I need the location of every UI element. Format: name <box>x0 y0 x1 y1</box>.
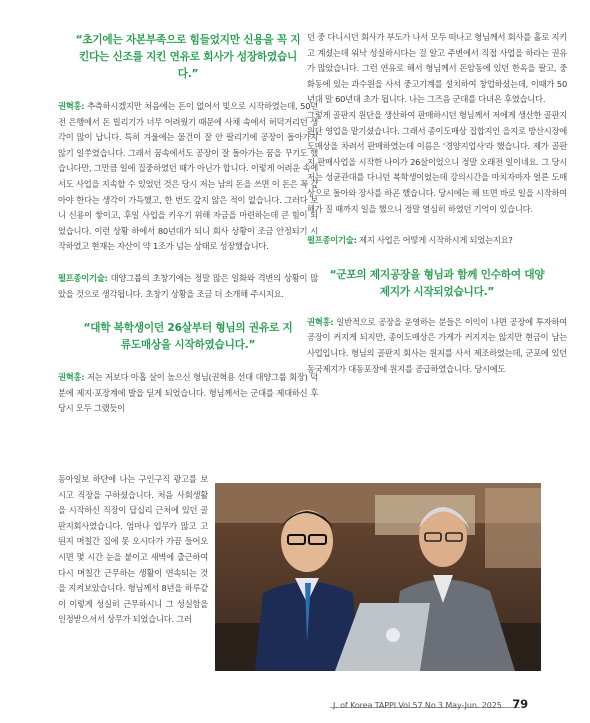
speaker-label: 펄프종이기술: <box>58 272 108 283</box>
pull-quote-1: “초기에는 자본부족으로 힘들었지만 신용을 꼭 지킨다는 신조를 지킨 연유로 회사가 성장하였습니다.” <box>75 34 301 80</box>
pull-quote-2: “대학 복학생이던 26살부터 형님의 권유로 지류도매상을 시작하였습니다.” <box>83 322 293 352</box>
photo-illustration <box>215 483 541 671</box>
speaker-label: 권혁홍: <box>307 316 334 327</box>
paragraph-6: 그렇게 골판지 원단을 생산하여 판매하시던 형님께서 저에게 생산한 골판지 원단 영업을 맡기셨습니다. 그래서 종이도매상 집합지인 을지로 방산시장에 도매상을 차려서 판매하였는데 이름은 '경양지업사'라 했습니다. 제가 골판지 판매사업을 시작한 나이가 26살이었으니 정말 오래전 일이네요. 그 당시 저는 성균관대를 다니던 복학생이었는데 강의시간을 마치자마자 얼른 도매상으로 돌아와 장사를 하곤 했습니다. 당시에는 해 뜨면 바로 일을 시작하여 해가 질 때까지 일을 했으니 정말 열심히 하였던 기억이 있습니다. <box>307 109 567 214</box>
journal-reference: J. of Korea TAPPI Vol.57 No.3 May-Jun. 2025 <box>332 701 502 710</box>
right-column <box>307 0 567 377</box>
paragraph-3 <box>58 370 318 417</box>
paragraph-8 <box>307 315 567 377</box>
speaker-label: 권혁홍: <box>58 372 85 383</box>
paragraph-2 <box>58 271 318 302</box>
paragraph-text: 제지 사업은 어떻게 시작하시게 되었는지요? <box>356 235 513 246</box>
paragraph-text: 저는 저보다 아홉 살이 높으신 형님(권혁용 선대 대양그룹 회장) 덕분에 제지·포장계에 발을 딛게 되었습니다. 형님께서는 군대를 제대하신 후 당시 모두 그랬듯이 <box>58 372 318 414</box>
speaker-label: 권혁홍: <box>58 101 85 111</box>
paragraph-7 <box>307 233 567 249</box>
paragraph-text: 추측하시겠지만 처음에는 돈이 없어서 빚으로 시작하였는데, 50년 전 은행에서 돈 빌리기가 너무 어려웠기 때문에 사채 속에서 허덕거리던 생각이 많이 납니다. 특히 겨울에는 물건이 잘 안 팔리기에 공장이 돌아가지 않기 일쑤였습니다. 그래서 꿈속에서도 공장이 잘 돌아가는 꿈을 꾸기도 했습니다만, 그만큼 일에 집중하였던 때가 아닌가 합니다. 이렇게 어려운 속에서도 사업을 지속할 수 있었던 것은 당시 저는 남의 돈을 쓰면 이 돈은 꼭 갚아야 한다는 생각이 가득했고, 한 번도 갚지 않은 적이 없습니다. 그러다 보니 신용이 쌓이고, 후일 사업을 키우기 위해 자금을 마련하는데 큰 힘이 되었습니다. 이런 상황 하에서 80년대가 되니 회사 상황이 조금 안정되기 시작하였고 현재는 자산이 약 1조가 넘는 상태로 성장했습니다. <box>58 101 318 252</box>
page-footer <box>333 697 528 711</box>
page-number: 79 <box>512 697 528 711</box>
paragraph-4: 동아일보 하단에 나는 구인구직 광고를 보시고 직장을 구하셨습니다. 처음 사회생활을 시작하신 직장이 답십리 근처에 있던 골판지회사였습니다. 엄마나 업무가 많고 고된지 며칠간 집에 못 오시다가 가끔 들어오시면 몇 시간 눈을 붙이고 새벽에 출근하여 다시 며칠간 근무하는 생활이 연속되는 것을 지켜보았습니다. 형님께서 8년을 하루같이 이렇게 성실히 근무하시니 그 성실함을 인정받으셔서 상무가 되었습니다. 그러 <box>58 474 208 625</box>
pull-quote-3: “군포의 제지공장을 형님과 함께 인수하여 대양제지가 시작되었습니다.” <box>329 268 545 298</box>
left-column <box>58 0 318 417</box>
paragraph-text: 대양그룹의 초창기에는 정말 많은 일화와 격변의 상황이 많았을 것으로 생각됩니다. 초창기 상황을 조금 더 소개해 주시지요. <box>58 272 318 299</box>
speaker-label: 펄프종이기술: <box>307 235 357 246</box>
paragraph-text: 일반적으로 공장을 운영하는 분들은 이익이 나면 공장에 투자하여 공장이 커지게 되지만, 종이도매상은 가게가 커지지는 않지만 현금이 남는 사업입니다. 형님의 골판지 회사는 원지를 사서 제조하였는데, 군포에 있던 동국제지가 대동포장에 원지를 공급하였습니다. 당시에도 <box>307 316 567 374</box>
paragraph-5: 던 중 다니시던 회사가 부도가 나서 모두 떠나고 형님께서 회사를 홀로 지키고 계셨는데 워낙 성실하시다는 걸 알고 주변에서 직접 사업을 하라는 권유가 많았습니다. 그런 연유로 해서 형님께서 돈암동에 있던 한옥을 팔고, 중화동에 있는 과수원을 사서 중고기계를 설치하여 창업하셨는데, 이때가 50년대 말 60년대 초가 됩니다. 나는 그즈음 군대를 다녀온 후였습니다. <box>307 32 567 105</box>
interview-photo <box>215 483 541 671</box>
paragraph-1 <box>58 99 318 255</box>
